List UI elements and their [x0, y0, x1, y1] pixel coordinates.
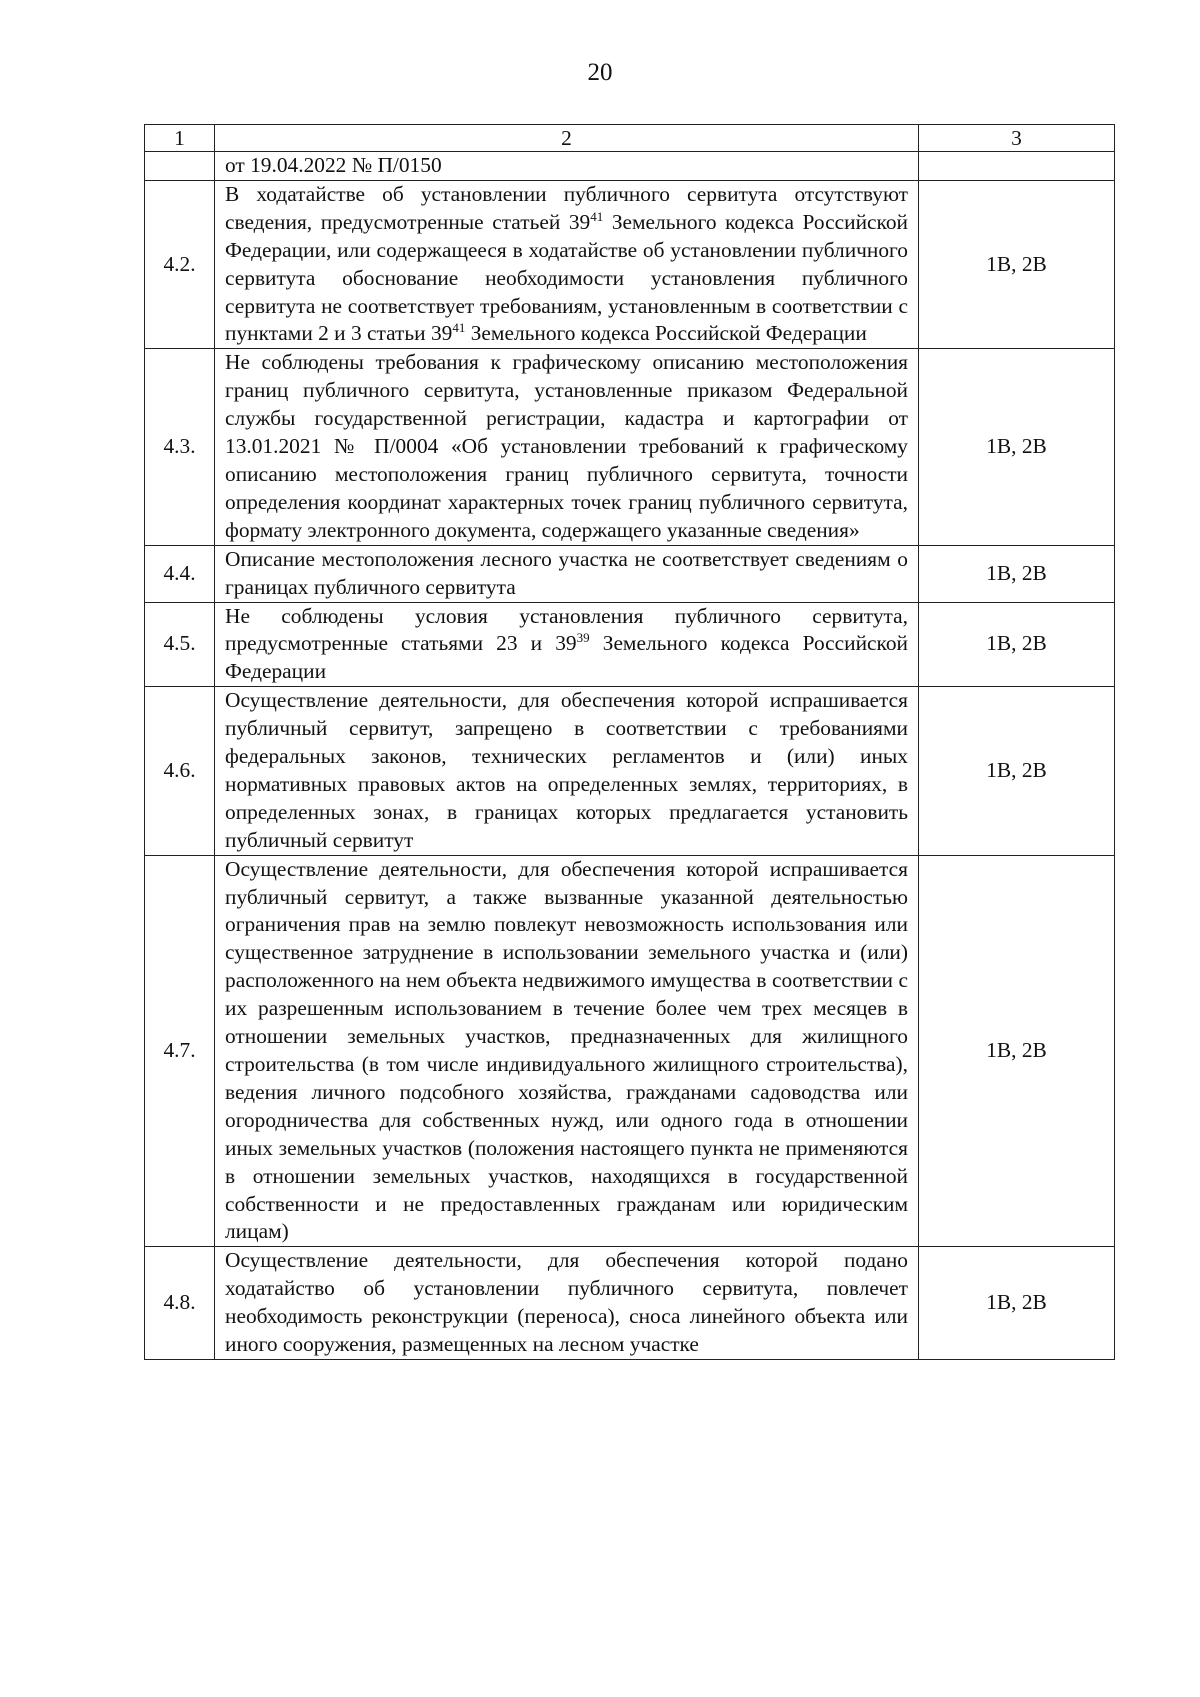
- table-row: [145, 349, 1115, 545]
- article-superscript: 41: [452, 320, 466, 336]
- row-number: 4.7.: [145, 855, 215, 1247]
- column-number-2: 2: [215, 125, 919, 152]
- table-row: [145, 545, 1115, 602]
- column-number-1: 1: [145, 125, 215, 152]
- table-row: [145, 152, 1115, 181]
- table-body: [145, 125, 1115, 1360]
- row-number: 4.3.: [145, 349, 215, 545]
- column-number-row: [145, 125, 1115, 152]
- grounds-table: [144, 124, 1115, 1360]
- row-number: 4.5.: [145, 602, 215, 687]
- row-codes: 1В, 2В: [919, 855, 1115, 1247]
- row-description: [215, 349, 919, 545]
- description-text: Не соблюдены условия установления публичного сервитута, предусмотренные статьями 23 и 39: [225, 603, 908, 656]
- table-row: [145, 180, 1115, 348]
- table-row: [145, 602, 1115, 687]
- description-text: Земельного кодекса Российской Федерации, или содержащееся в ходатайстве об установлении публичного сервитута обоснование необходимости установления публичного сервитута не соответствует требованиям, установленным в соответствии с пунктами 2 и 3 статьи 39: [225, 209, 908, 346]
- row-codes: 1В, 2В: [919, 180, 1115, 348]
- description-text: В ходатайстве об установлении публичного сервитута отсутствуют сведения, предусмотренные статьей 39: [225, 181, 908, 234]
- row-number: 4.8.: [145, 1247, 215, 1360]
- row-description: [215, 180, 919, 348]
- row-description: [215, 1247, 919, 1360]
- description-text: от 19.04.2022 № П/0150: [225, 153, 442, 177]
- description-text: Описание местоположения лесного участка не соответствует сведениям о границах публичного сервитута: [225, 546, 908, 599]
- row-codes: 1В, 2В: [919, 602, 1115, 687]
- table-row: [145, 855, 1115, 1247]
- description-text: Осуществление деятельности, для обеспечения которой подано ходатайство об установлении публичного сервитута, повлечет необходимость реконструкции (переноса), сноса линейного объекта или иного сооружения, размещенных на лесном участке: [225, 1248, 908, 1357]
- row-codes: 1В, 2В: [919, 545, 1115, 602]
- row-codes: 1В, 2В: [919, 687, 1115, 855]
- row-number: 4.6.: [145, 687, 215, 855]
- table-row: [145, 687, 1115, 855]
- description-text: Земельного кодекса Российской Федерации: [465, 321, 867, 346]
- row-description: [215, 152, 919, 181]
- row-codes: [919, 152, 1115, 181]
- article-superscript: 39: [576, 630, 590, 646]
- description-text: Осуществление деятельности, для обеспечения которой испрашивается публичный сервитут, запрещено в соответствии с требованиями федеральных законов, технических регламентов и (или) иных нормативных правовых актов на определенных землях, территориях, в определенных зонах, в границах которых предлагается установить публичный сервитут: [225, 688, 908, 852]
- row-codes: 1В, 2В: [919, 1247, 1115, 1360]
- description-text: Земельного кодекса Российской Федерации: [225, 631, 908, 684]
- row-description: [215, 687, 919, 855]
- row-number: [145, 152, 215, 181]
- row-codes: 1В, 2В: [919, 349, 1115, 545]
- row-description: [215, 602, 919, 687]
- article-superscript: 41: [590, 208, 604, 224]
- page-number: 20: [587, 59, 613, 86]
- row-description: [215, 855, 919, 1247]
- row-number: 4.2.: [145, 180, 215, 348]
- column-number-3: 3: [919, 125, 1115, 152]
- table-row: [145, 1247, 1115, 1360]
- description-text: Осуществление деятельности, для обеспечения которой испрашивается публичный сервитут, а также вызванные указанной деятельностью ограничения прав на землю повлекут невозможность использования или существенное затруднение в использовании земельного участка и (или) расположенного на нем объекта недвижимого имущества в соответствии с их разрешенным использованием в течение более чем трех месяцев в отношении земельных участков, предназначенных для жилищного строительства (в том числе индивидуального жилищного строительства), ведения личного подсобного хозяйства, гражданами садоводства или огородничества для собственных нужд, или одного года в отношении иных земельных участков (положения настоящего пункта не применяются в отношении земельных участков, находящихся в государственной собственности и не предоставленных гражданам или юридическим лицам): [225, 856, 908, 1244]
- row-description: [215, 545, 919, 602]
- description-text: Не соблюдены требования к графическому описанию местоположения границ публичного сервитута, установленные приказом Федеральной службы государственной регистрации, кадастра и картографии от 13.01.2021 № П/0004 «Об установлении требований к графическому описанию местоположения границ публичного сервитута, точности определения координат характерных точек границ публичного сервитута, формату электронного документа, содержащего указанные сведения»: [225, 350, 908, 542]
- row-number: 4.4.: [145, 545, 215, 602]
